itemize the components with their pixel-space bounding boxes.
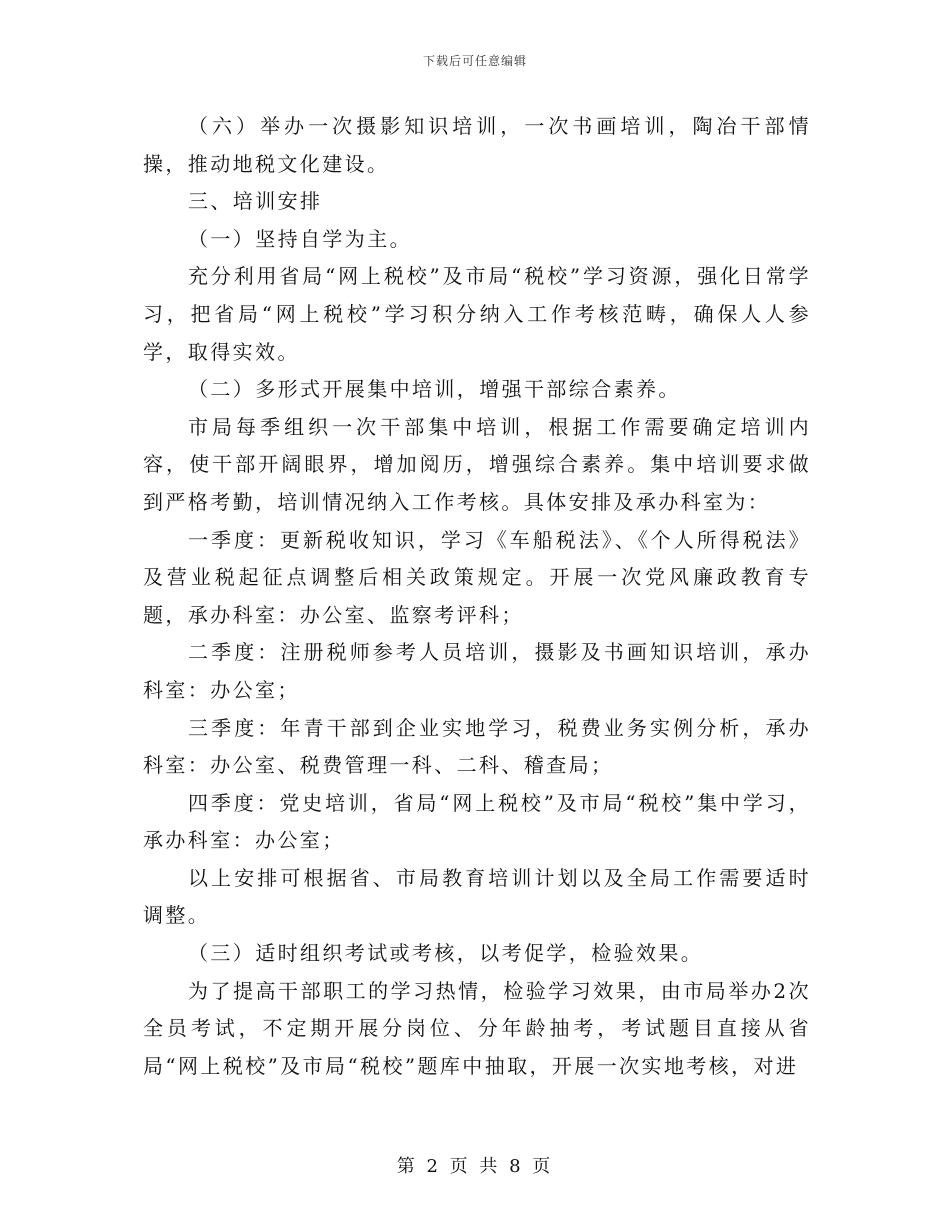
paragraph-adjustment: 以上安排可根据省、市局教育培训计划以及全局工作需要适时调整。 bbox=[143, 865, 811, 928]
page-header: 下载后可任意编辑 bbox=[422, 54, 527, 68]
paragraph-q2: 二季度：注册税师参考人员培训，摄影及书画知识培训，承办科室：办公室； bbox=[143, 640, 811, 702]
subheading-self-study: （一）坚持自学为主。 bbox=[188, 226, 412, 251]
subheading-exams: （三）适时组织考试或考核，以考促学，检验效果。 bbox=[188, 941, 704, 966]
paragraph-exams: 为了提高干部职工的学习热情，检验学习效果，由市局举办2次全员考试，不定期开展分岗位、分年龄抽考，考试题目直接从省局“网上税校”及市局“税校”题库中抽取，开展一次实地考核，对进 bbox=[143, 978, 811, 1078]
paragraph-self-study: 充分利用省局“网上税校”及市局“税校”学习资源，强化日常学习，把省局“网上税校”学习积分纳入工作考核范畴，确保人人参学，取得实效。 bbox=[143, 264, 811, 364]
paragraph-training-six: （六）举办一次摄影知识培训，一次书画培训，陶冶干部情操，推动地税文化建设。 bbox=[143, 114, 811, 176]
paragraph-q4: 四季度：党史培训，省局“网上税校”及市局“税校”集中学习，承办科室：办公室； bbox=[143, 790, 811, 853]
document-body bbox=[143, 108, 811, 1085]
section-heading-training-arrangement: 三、培训安排 bbox=[188, 189, 323, 214]
paragraph-q1: 一季度：更新税收知识，学习《车船税法》、《个人所得税法》及营业税起征点调整后相关政策规定。开展一次党风廉政教育专题，承办科室：办公室、监察考评科； bbox=[143, 527, 811, 627]
page-footer: 第 2 页 共 8 页 bbox=[396, 1156, 554, 1177]
paragraph-q3: 三季度：年青干部到企业实地学习，税费业务实例分析，承办科室：办公室、税费管理一科、二科、稽查局； bbox=[143, 715, 811, 778]
subheading-centralized-training: （二）多形式开展集中培训，增强干部综合素养。 bbox=[188, 377, 681, 402]
paragraph-centralized-training: 市局每季组织一次干部集中培训，根据工作需要确定培训内容，使干部开阔眼界，增加阅历，增强综合素养。集中培训要求做到严格考勤，培训情况纳入工作考核。具体安排及承办科室为： bbox=[143, 414, 811, 514]
